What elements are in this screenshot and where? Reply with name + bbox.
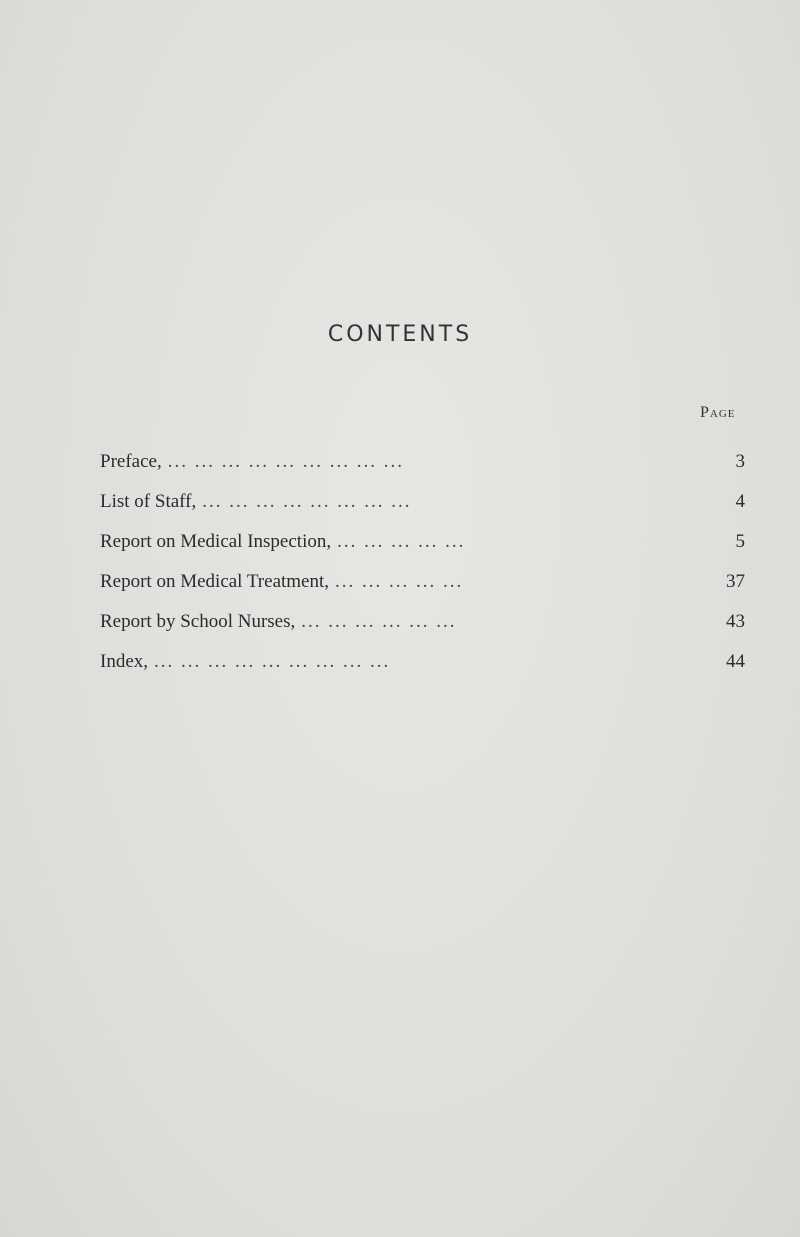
toc-entry — [100, 488, 745, 528]
page-title: CONTENTS — [327, 322, 473, 347]
toc-entry-page: 4 — [735, 491, 745, 512]
toc-entry-page: 5 — [735, 531, 745, 552]
toc-entry-page: 37 — [726, 571, 745, 592]
toc-leader-dots: ... ... ... ... ... — [335, 571, 464, 592]
toc-leader-dots: ... ... ... ... ... ... — [301, 611, 457, 632]
toc-leader-dots: ... ... ... ... ... ... ... ... ... — [167, 451, 404, 472]
toc-entry-page: 43 — [726, 611, 745, 632]
toc-entry — [100, 568, 745, 608]
toc-entry — [100, 448, 745, 488]
toc-entry-label: Report on Medical Treatment, — [100, 571, 330, 592]
toc-entry-page: 44 — [726, 651, 745, 672]
toc-entry-label: Report on Medical Inspection, — [100, 531, 332, 552]
toc-leader-dots: ... ... ... ... ... ... ... ... ... — [154, 651, 391, 672]
toc-entry — [100, 528, 745, 568]
toc-entry-label: Report by School Nurses, — [100, 611, 296, 632]
table-of-contents — [100, 448, 745, 688]
toc-entry-label: List of Staff, — [100, 491, 197, 512]
page-column-label: Page — [700, 404, 736, 421]
toc-leader-dots: ... ... ... ... ... — [337, 531, 466, 552]
toc-entry — [100, 648, 745, 688]
toc-leader-dots: ... ... ... ... ... ... ... ... — [202, 491, 412, 512]
toc-entry — [100, 608, 745, 648]
toc-entry-label: Preface, — [100, 451, 162, 472]
toc-entry-label: Index, — [100, 651, 149, 672]
toc-entry-page: 3 — [735, 451, 745, 472]
